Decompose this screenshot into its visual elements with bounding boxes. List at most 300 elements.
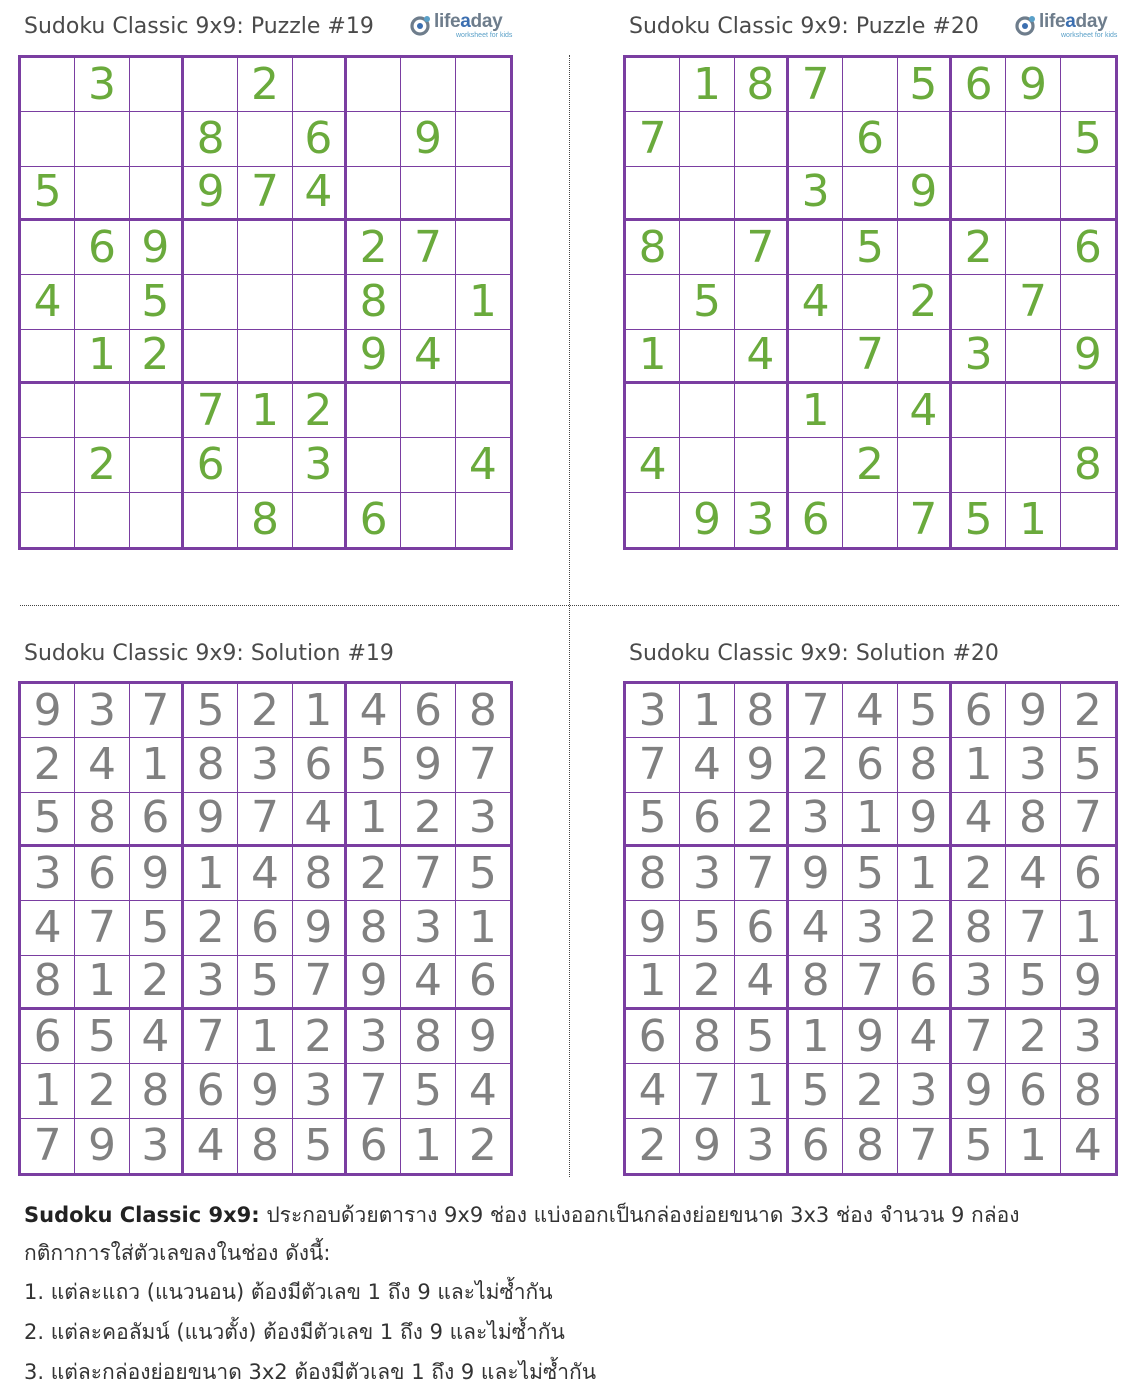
sudoku-cell: 4 [401, 956, 455, 1010]
sudoku-cell [456, 493, 510, 547]
sudoku-cell [75, 112, 129, 166]
sudoku-cell: 7 [130, 684, 184, 738]
sudoku-cell: 8 [21, 956, 75, 1010]
horizontal-divider [20, 605, 1119, 606]
sudoku-cell: 6 [130, 793, 184, 847]
sudoku-cell: 5 [680, 275, 734, 329]
sudoku-cell: 6 [456, 956, 510, 1010]
sudoku-cell [130, 112, 184, 166]
sudoku-cell: 8 [626, 221, 680, 275]
sudoku-cell [680, 167, 734, 221]
sudoku-cell: 1 [1006, 493, 1060, 547]
sudoku-cell [130, 438, 184, 492]
sudoku-cell: 5 [21, 793, 75, 847]
sudoku-cell: 9 [184, 793, 238, 847]
sudoku-cell [952, 384, 1006, 438]
sudoku-cell: 6 [1006, 1064, 1060, 1118]
sudoku-cell: 8 [456, 684, 510, 738]
logo-mark-icon [1013, 14, 1037, 38]
sudoku-cell: 2 [898, 275, 952, 329]
sudoku-cell: 4 [21, 901, 75, 955]
sudoku-cell: 5 [626, 793, 680, 847]
sudoku-cell [843, 493, 897, 547]
sudoku-cell [347, 438, 401, 492]
sudoku-cell: 7 [789, 684, 843, 738]
sudoku-cell: 6 [21, 1010, 75, 1064]
sudoku-cell: 2 [75, 1064, 129, 1118]
sudoku-cell: 3 [789, 167, 843, 221]
sudoku-cell: 9 [898, 167, 952, 221]
sudoku-cell: 5 [130, 275, 184, 329]
sudoku-cell: 9 [735, 738, 789, 792]
sudoku-cell: 7 [293, 956, 347, 1010]
sudoku-cell: 3 [898, 1064, 952, 1118]
logo-mark-icon [408, 14, 432, 38]
sudoku-cell: 8 [735, 58, 789, 112]
logo-word-suffix: day [1075, 11, 1108, 32]
sudoku-cell: 3 [843, 901, 897, 955]
sudoku-cell: 2 [898, 901, 952, 955]
sudoku-cell [130, 493, 184, 547]
sudoku-cell: 7 [1006, 901, 1060, 955]
sudoku-cell: 8 [238, 493, 292, 547]
sudoku-cell [293, 221, 347, 275]
sudoku-cell [347, 112, 401, 166]
sudoku-cell: 9 [456, 1010, 510, 1064]
sudoku-cell: 5 [735, 1010, 789, 1064]
sudoku-cell: 8 [680, 1010, 734, 1064]
sudoku-cell: 1 [789, 1010, 843, 1064]
puzzle-grid [18, 55, 513, 550]
logo-word-suffix: day [470, 11, 503, 32]
sudoku-cell [293, 275, 347, 329]
sudoku-cell: 2 [1061, 684, 1115, 738]
sudoku-cell: 1 [456, 901, 510, 955]
sudoku-cell [21, 221, 75, 275]
vertical-divider [569, 55, 570, 1177]
rules-intro-line2: กติกาการใส่ตัวเลขลงในช่อง ดังนี้: [24, 1241, 331, 1265]
sudoku-cell: 5 [843, 847, 897, 901]
sudoku-cell [238, 112, 292, 166]
sudoku-cell: 3 [21, 847, 75, 901]
sudoku-cell: 8 [1006, 793, 1060, 847]
sudoku-cell: 4 [184, 1119, 238, 1173]
sudoku-cell [130, 167, 184, 221]
lifeaday-logo [1013, 12, 1117, 39]
sudoku-cell: 3 [952, 956, 1006, 1010]
sudoku-cell: 2 [184, 901, 238, 955]
sudoku-cell [401, 167, 455, 221]
sudoku-cell [21, 330, 75, 384]
sudoku-cell: 9 [680, 1119, 734, 1173]
sudoku-cell: 4 [293, 793, 347, 847]
sudoku-cell: 2 [347, 847, 401, 901]
sudoku-cell: 4 [238, 847, 292, 901]
sudoku-cell: 4 [952, 793, 1006, 847]
sudoku-cell: 8 [898, 738, 952, 792]
sudoku-cell [456, 384, 510, 438]
logo-word-prefix: life [1039, 11, 1066, 32]
sudoku-cell [75, 493, 129, 547]
sudoku-cell [21, 438, 75, 492]
sudoku-cell [789, 112, 843, 166]
sudoku-cell: 2 [238, 684, 292, 738]
sudoku-cell [952, 275, 1006, 329]
sudoku-cell: 7 [75, 901, 129, 955]
sudoku-cell: 8 [293, 847, 347, 901]
sudoku-cell: 6 [238, 901, 292, 955]
sudoku-cell: 2 [401, 793, 455, 847]
sudoku-cell: 8 [184, 112, 238, 166]
sudoku-cell: 1 [952, 738, 1006, 792]
sudoku-cell [238, 438, 292, 492]
sudoku-cell [293, 330, 347, 384]
sudoku-cell: 1 [680, 684, 734, 738]
sudoku-cell: 3 [1061, 1010, 1115, 1064]
sudoku-cell [680, 221, 734, 275]
sudoku-cell: 9 [401, 738, 455, 792]
sudoku-cell: 4 [680, 738, 734, 792]
rules-section [24, 1196, 1124, 1392]
sudoku-cell: 8 [1061, 1064, 1115, 1118]
sudoku-cell: 5 [347, 738, 401, 792]
sudoku-cell [735, 438, 789, 492]
sudoku-cell: 7 [456, 738, 510, 792]
logo-word-prefix: life [434, 11, 461, 32]
sudoku-cell: 1 [680, 58, 734, 112]
sudoku-cell: 7 [238, 167, 292, 221]
sudoku-cell: 5 [1061, 738, 1115, 792]
sudoku-cell: 2 [130, 956, 184, 1010]
sudoku-cell: 6 [401, 684, 455, 738]
sudoku-cell: 3 [184, 956, 238, 1010]
sudoku-cell [1061, 384, 1115, 438]
logo-tagline: worksheet for kids [1061, 32, 1118, 39]
sudoku-cell [735, 384, 789, 438]
sudoku-cell [1006, 112, 1060, 166]
sudoku-cell: 3 [347, 1010, 401, 1064]
sudoku-cell: 8 [843, 1119, 897, 1173]
sudoku-cell: 9 [680, 493, 734, 547]
sudoku-cell [626, 167, 680, 221]
rules-intro-text: ประกอบด้วยตาราง 9x9 ช่อง แบ่งออกเป็นกล่องย่อยขนาด 3x3 ช่อง จำนวน 9 กล่อง [259, 1203, 1020, 1227]
sudoku-cell: 8 [238, 1119, 292, 1173]
sudoku-cell [293, 493, 347, 547]
sudoku-cell: 3 [293, 438, 347, 492]
sudoku-cell [789, 438, 843, 492]
sudoku-cell [238, 330, 292, 384]
sudoku-cell [184, 221, 238, 275]
sudoku-cell: 1 [401, 1119, 455, 1173]
sudoku-cell: 1 [1061, 901, 1115, 955]
sudoku-cell: 7 [1006, 275, 1060, 329]
sudoku-cell: 4 [735, 956, 789, 1010]
sudoku-cell: 2 [735, 793, 789, 847]
sudoku-cell: 5 [952, 1119, 1006, 1173]
sudoku-cell: 2 [238, 58, 292, 112]
sudoku-cell: 7 [347, 1064, 401, 1118]
sudoku-cell: 3 [456, 793, 510, 847]
sudoku-cell [75, 275, 129, 329]
logo-tagline: worksheet for kids [456, 32, 513, 39]
sudoku-cell: 2 [347, 221, 401, 275]
sudoku-cell: 6 [184, 1064, 238, 1118]
solution-grid [623, 681, 1118, 1176]
sudoku-cell: 6 [1061, 221, 1115, 275]
sudoku-cell [898, 221, 952, 275]
sudoku-cell: 7 [401, 847, 455, 901]
sudoku-cell [1006, 167, 1060, 221]
sudoku-cell: 1 [626, 330, 680, 384]
sudoku-cell: 4 [898, 384, 952, 438]
sudoku-cell: 1 [626, 956, 680, 1010]
sudoku-cell: 6 [75, 847, 129, 901]
sudoku-cell [456, 167, 510, 221]
sudoku-cell: 6 [735, 901, 789, 955]
sudoku-cell: 9 [293, 901, 347, 955]
sudoku-cell: 6 [1061, 847, 1115, 901]
sudoku-cell [456, 112, 510, 166]
sudoku-cell: 8 [626, 847, 680, 901]
sudoku-cell: 3 [130, 1119, 184, 1173]
sudoku-cell: 4 [456, 438, 510, 492]
sudoku-cell: 2 [293, 1010, 347, 1064]
sudoku-cell: 8 [347, 275, 401, 329]
sudoku-cell: 1 [843, 793, 897, 847]
sudoku-cell [843, 384, 897, 438]
sudoku-cell: 9 [843, 1010, 897, 1064]
sudoku-cell: 7 [626, 112, 680, 166]
logo-word-accent: a [460, 11, 471, 32]
sudoku-cell: 8 [75, 793, 129, 847]
sudoku-cell: 3 [75, 58, 129, 112]
sudoku-cell [898, 438, 952, 492]
sudoku-cell [401, 493, 455, 547]
sudoku-cell [347, 167, 401, 221]
sudoku-cell: 9 [1061, 330, 1115, 384]
sudoku-cell [843, 167, 897, 221]
sudoku-cell: 3 [293, 1064, 347, 1118]
sudoku-cell: 9 [184, 167, 238, 221]
sudoku-cell: 7 [626, 738, 680, 792]
sudoku-cell: 1 [75, 956, 129, 1010]
sudoku-cell: 9 [952, 1064, 1006, 1118]
sudoku-cell: 9 [130, 221, 184, 275]
sudoku-cell [21, 384, 75, 438]
sudoku-cell [735, 275, 789, 329]
sudoku-cell: 2 [952, 221, 1006, 275]
sudoku-cell: 4 [789, 901, 843, 955]
sudoku-cell: 5 [75, 1010, 129, 1064]
sudoku-cell [843, 275, 897, 329]
sudoku-cell: 2 [21, 738, 75, 792]
sudoku-cell: 5 [843, 221, 897, 275]
sudoku-cell [680, 384, 734, 438]
sudoku-cell: 7 [401, 221, 455, 275]
sudoku-cell: 2 [626, 1119, 680, 1173]
sudoku-cell: 9 [347, 330, 401, 384]
sudoku-cell: 4 [898, 1010, 952, 1064]
sudoku-cell [1061, 275, 1115, 329]
sudoku-cell: 6 [843, 112, 897, 166]
sudoku-cell: 2 [952, 847, 1006, 901]
sudoku-cell [626, 58, 680, 112]
rules-heading: Sudoku Classic 9x9: [24, 1203, 260, 1227]
sudoku-cell [456, 221, 510, 275]
sudoku-cell [238, 275, 292, 329]
sudoku-cell [293, 58, 347, 112]
sudoku-cell [1006, 330, 1060, 384]
sudoku-cell: 4 [75, 738, 129, 792]
sudoku-cell: 6 [789, 493, 843, 547]
sudoku-cell: 7 [952, 1010, 1006, 1064]
rule-item: 2. แต่ละคอลัมน์ (แนวตั้ง) ต้องมีตัวเลข 1 ถึง 9 และไม่ซ้ำกัน [24, 1320, 565, 1344]
sudoku-cell [1061, 493, 1115, 547]
sudoku-cell: 2 [75, 438, 129, 492]
sudoku-cell: 7 [843, 330, 897, 384]
sudoku-cell: 9 [75, 1119, 129, 1173]
sudoku-cell: 7 [680, 1064, 734, 1118]
sudoku-cell: 8 [952, 901, 1006, 955]
sudoku-cell: 7 [21, 1119, 75, 1173]
sudoku-cell: 1 [789, 384, 843, 438]
sudoku-cell [680, 438, 734, 492]
sudoku-cell [735, 112, 789, 166]
sudoku-cell [184, 330, 238, 384]
sudoku-cell: 5 [130, 901, 184, 955]
sudoku-cell: 9 [347, 956, 401, 1010]
sudoku-cell: 4 [293, 167, 347, 221]
sudoku-cell: 7 [898, 493, 952, 547]
sudoku-cell: 2 [789, 738, 843, 792]
sudoku-cell: 2 [1006, 1010, 1060, 1064]
sudoku-cell: 9 [21, 684, 75, 738]
sudoku-cell: 5 [238, 956, 292, 1010]
panel-title: Sudoku Classic 9x9: Solution #19 [24, 641, 394, 666]
sudoku-cell [347, 384, 401, 438]
sudoku-cell: 3 [680, 847, 734, 901]
sudoku-cell: 5 [401, 1064, 455, 1118]
sudoku-cell: 9 [401, 112, 455, 166]
sudoku-cell: 1 [456, 275, 510, 329]
sudoku-cell [952, 167, 1006, 221]
sudoku-cell [401, 384, 455, 438]
sudoku-cell [898, 112, 952, 166]
sudoku-cell [1006, 384, 1060, 438]
sudoku-cell: 1 [293, 684, 347, 738]
sudoku-cell [21, 112, 75, 166]
sudoku-cell: 7 [184, 1010, 238, 1064]
sudoku-cell: 3 [1006, 738, 1060, 792]
puzzle-grid [623, 55, 1118, 550]
sudoku-cell [184, 275, 238, 329]
sudoku-cell: 5 [456, 847, 510, 901]
sudoku-cell: 9 [238, 1064, 292, 1118]
sudoku-cell: 4 [21, 275, 75, 329]
sudoku-cell [130, 384, 184, 438]
sudoku-cell: 7 [1061, 793, 1115, 847]
sudoku-cell: 2 [293, 384, 347, 438]
sudoku-cell: 4 [626, 438, 680, 492]
sudoku-cell: 9 [626, 901, 680, 955]
sudoku-cell: 7 [184, 384, 238, 438]
sudoku-cell [1061, 167, 1115, 221]
sudoku-cell: 6 [184, 438, 238, 492]
sudoku-cell: 8 [184, 738, 238, 792]
sudoku-cell: 9 [898, 793, 952, 847]
sudoku-cell: 6 [898, 956, 952, 1010]
sudoku-cell: 2 [680, 956, 734, 1010]
sudoku-cell: 6 [952, 58, 1006, 112]
logo-word-accent: a [1065, 11, 1076, 32]
sudoku-cell: 7 [843, 956, 897, 1010]
sudoku-cell: 3 [626, 684, 680, 738]
sudoku-cell: 2 [130, 330, 184, 384]
sudoku-cell: 8 [789, 956, 843, 1010]
sudoku-cell: 8 [735, 684, 789, 738]
sudoku-cell: 1 [75, 330, 129, 384]
sudoku-cell: 9 [1006, 684, 1060, 738]
rule-item: 1. แต่ละแถว (แนวนอน) ต้องมีตัวเลข 1 ถึง 9 และไม่ซ้ำกัน [24, 1280, 553, 1304]
panel-title: Sudoku Classic 9x9: Puzzle #20 [629, 14, 979, 39]
sudoku-cell: 6 [75, 221, 129, 275]
sudoku-cell [1006, 438, 1060, 492]
sudoku-cell: 1 [735, 1064, 789, 1118]
sudoku-cell: 3 [75, 684, 129, 738]
rules-intro [24, 1196, 1124, 1234]
sudoku-cell: 8 [347, 901, 401, 955]
sudoku-cell: 6 [347, 493, 401, 547]
sudoku-cell: 9 [789, 847, 843, 901]
sudoku-cell: 8 [1061, 438, 1115, 492]
sudoku-cell [952, 438, 1006, 492]
sudoku-cell: 6 [293, 738, 347, 792]
sudoku-cell: 9 [1061, 956, 1115, 1010]
sudoku-cell: 4 [130, 1010, 184, 1064]
sudoku-cell [789, 330, 843, 384]
rule-item: 3. แต่ละกล่องย่อยขนาด 3x2 ต้องมีตัวเลข 1 ถึง 9 และไม่ซ้ำกัน [24, 1360, 597, 1384]
sudoku-cell [680, 330, 734, 384]
sudoku-cell: 5 [184, 684, 238, 738]
sudoku-cell [401, 58, 455, 112]
sudoku-cell: 4 [347, 684, 401, 738]
sudoku-cell: 1 [238, 384, 292, 438]
sudoku-cell [184, 58, 238, 112]
sudoku-cell: 4 [401, 330, 455, 384]
sudoku-cell [1006, 221, 1060, 275]
sudoku-cell: 6 [347, 1119, 401, 1173]
sudoku-cell [898, 330, 952, 384]
sudoku-cell: 1 [898, 847, 952, 901]
sudoku-cell: 6 [293, 112, 347, 166]
sudoku-cell [456, 58, 510, 112]
sudoku-cell [238, 221, 292, 275]
sudoku-cell: 3 [735, 1119, 789, 1173]
sudoku-cell: 8 [401, 1010, 455, 1064]
sudoku-cell: 5 [1006, 956, 1060, 1010]
sudoku-cell [401, 275, 455, 329]
sudoku-cell [626, 384, 680, 438]
sudoku-cell: 5 [898, 684, 952, 738]
sudoku-cell: 1 [238, 1010, 292, 1064]
sudoku-cell [952, 112, 1006, 166]
sudoku-cell [130, 58, 184, 112]
panel-title: Sudoku Classic 9x9: Solution #20 [629, 641, 999, 666]
sudoku-cell [21, 58, 75, 112]
sudoku-cell: 5 [21, 167, 75, 221]
sudoku-cell: 5 [680, 901, 734, 955]
sudoku-cell: 7 [735, 847, 789, 901]
